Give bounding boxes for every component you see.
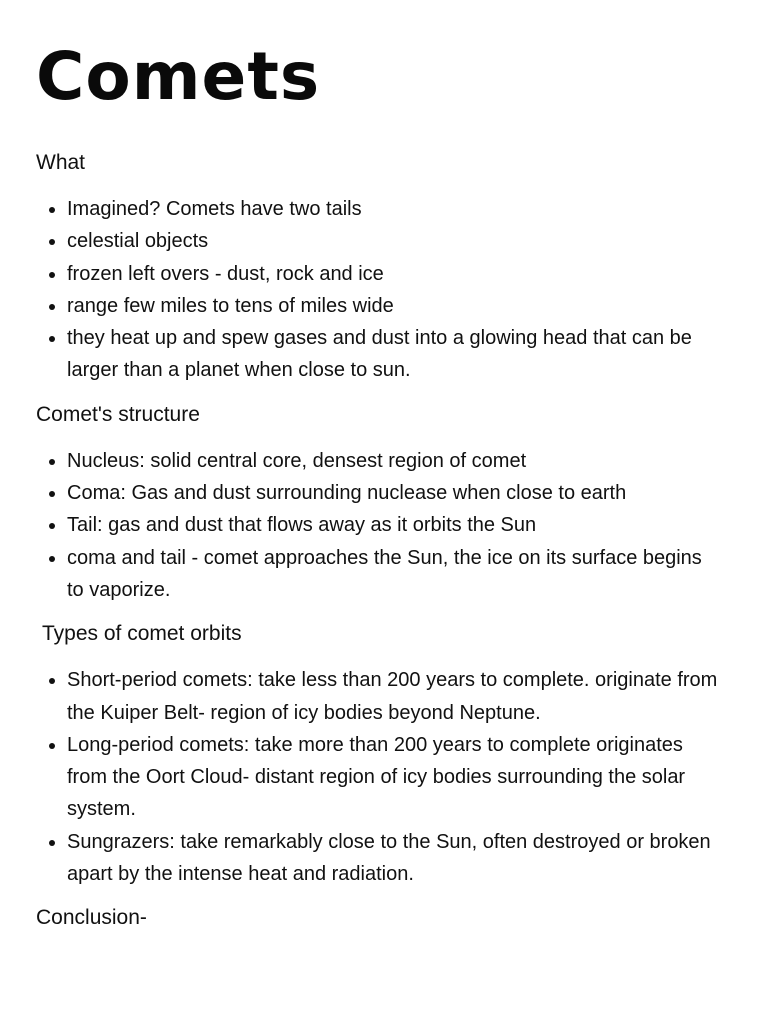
list-item: Tail: gas and dust that flows away as it orbits the Sun bbox=[67, 509, 728, 541]
section-heading-structure: Comet's structure bbox=[36, 402, 200, 426]
list-item: coma and tail - comet approaches the Sun, the ice on its surface begins to vaporize. bbox=[67, 542, 728, 607]
list-item: Short-period comets: take less than 200 years to complete. originate from the Kuiper Belt- region of icy bodies beyond Neptune. bbox=[67, 664, 728, 729]
what-list bbox=[36, 193, 728, 387]
structure-list bbox=[36, 445, 728, 606]
list-item: Nucleus: solid central core, densest region of comet bbox=[67, 445, 728, 477]
list-item: Long-period comets: take more than 200 years to complete originates from the Oort Cloud- distant region of icy bodies surrounding the solar system. bbox=[67, 729, 728, 826]
list-item: Coma: Gas and dust surrounding nuclease when close to earth bbox=[67, 477, 728, 509]
list-item: they heat up and spew gases and dust into a glowing head that can be larger than a planet when close to sun. bbox=[67, 322, 728, 387]
section-heading-orbits: Types of comet orbits bbox=[42, 622, 242, 646]
list-item: Sungrazers: take remarkably close to the Sun, often destroyed or broken apart by the intense heat and radiation. bbox=[67, 826, 728, 891]
list-item: Imagined? Comets have two tails bbox=[67, 193, 728, 225]
list-item: frozen left overs - dust, rock and ice bbox=[67, 258, 728, 290]
section-heading-what: What bbox=[36, 151, 86, 174]
orbits-list bbox=[36, 664, 728, 890]
list-item: celestial objects bbox=[67, 225, 728, 257]
list-item: range few miles to tens of miles wide bbox=[67, 290, 728, 322]
page-title: Comets bbox=[36, 38, 321, 115]
section-heading-conclusion: Conclusion- bbox=[36, 906, 147, 930]
